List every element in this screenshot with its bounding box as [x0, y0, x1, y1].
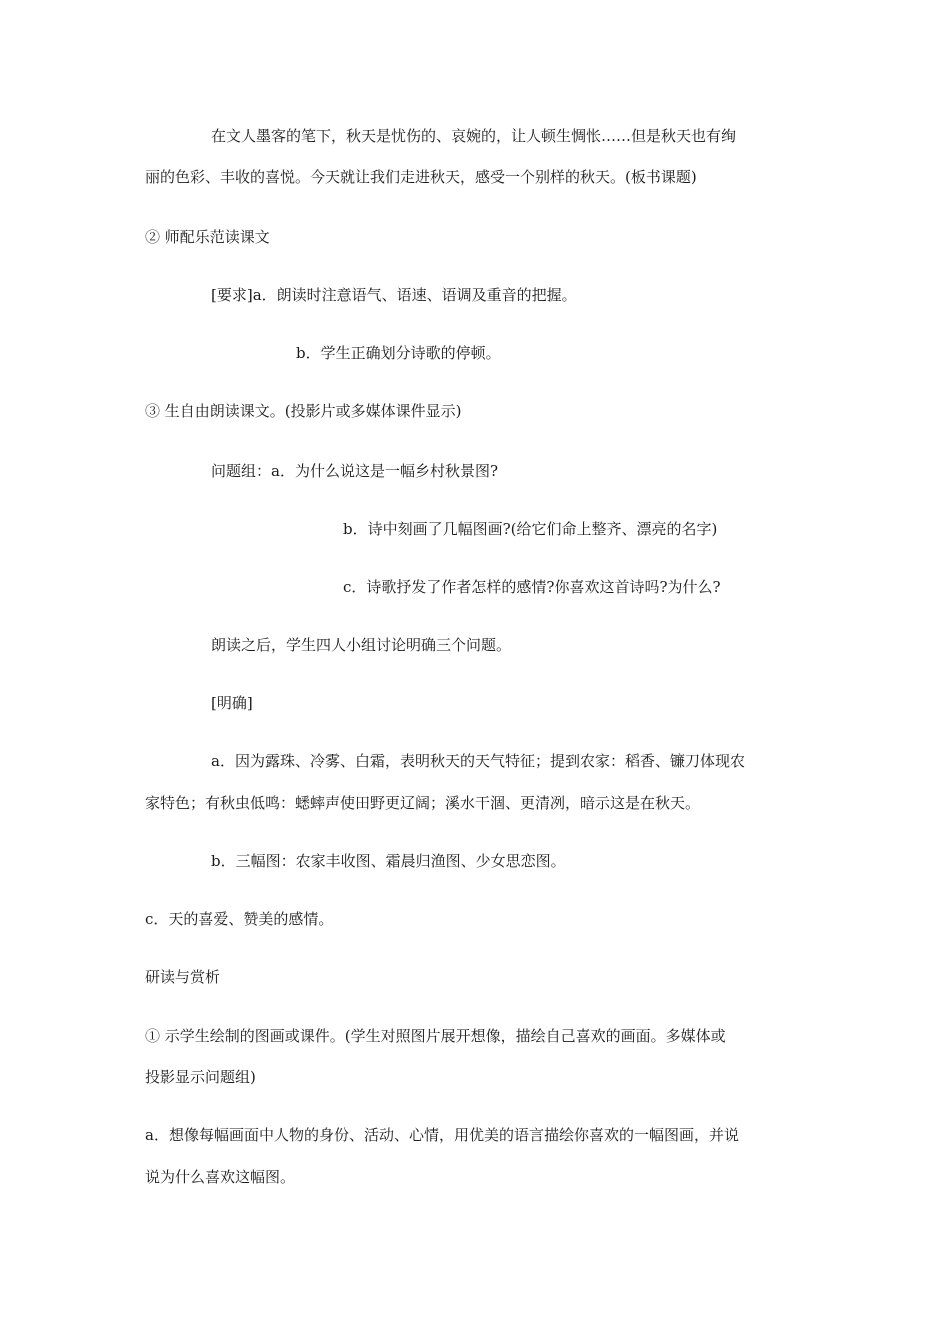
discussion-note: 朗读之后，学生四人小组讨论明确三个问题。 — [211, 636, 512, 654]
requirement-a: [要求]a．朗读时注意语气、语速、语调及重音的把握。 — [211, 286, 577, 304]
step-3-heading: ③ 生自由朗读课文。(投影片或多媒体课件显示) — [145, 402, 462, 420]
answer-a-line-2: 家特色；有秋虫低鸣：蟋蟀声使田野更辽阔；溪水干涸、更清冽，暗示这是在秋天。 — [145, 794, 701, 812]
question-b: b．诗中刻画了几幅图画?(给它们命上整齐、漂亮的名字) — [343, 520, 718, 538]
section-heading-study: 研读与赏析 — [145, 968, 221, 986]
requirement-b: b．学生正确划分诗歌的停顿。 — [296, 344, 501, 362]
study-question-a-line-2: 说为什么喜欢这幅图。 — [145, 1168, 296, 1186]
clarify-heading: [明确] — [211, 694, 253, 712]
question-a: 问题组：a．为什么说这是一幅乡村秋景图? — [211, 462, 498, 480]
answer-c: c．天的喜爱、赞美的感情。 — [145, 910, 334, 928]
step-2-heading: ② 师配乐范读课文 — [145, 228, 270, 246]
study-step-1-line-1: ① 示学生绘制的图画或课件。(学生对照图片展开想像，描绘自己喜欢的画面。多媒体或 — [145, 1027, 726, 1045]
answer-a-line-1: a．因为露珠、冷雾、白霜，表明秋天的天气特征；提到农家：稻香、镰刀体现农 — [211, 752, 745, 770]
answer-b: b．三幅图：农家丰收图、霜晨归渔图、少女思恋图。 — [211, 852, 566, 870]
study-step-1-line-2: 投影显示问题组) — [145, 1068, 256, 1086]
study-question-a-line-1: a．想像每幅画面中人物的身份、活动、心情，用优美的语言描绘你喜欢的一幅图画，并说 — [145, 1126, 739, 1144]
question-c: c．诗歌抒发了作者怎样的感情?你喜欢这首诗吗?为什么? — [343, 578, 721, 596]
paragraph-intro-line-2: 丽的色彩、丰收的喜悦。今天就让我们走进秋天，感受一个别样的秋天。(板书课题) — [145, 168, 697, 186]
paragraph-intro-line-1: 在文人墨客的笔下，秋天是忧伤的、哀婉的，让人顿生惆怅……但是秋天也有绚 — [211, 127, 737, 145]
